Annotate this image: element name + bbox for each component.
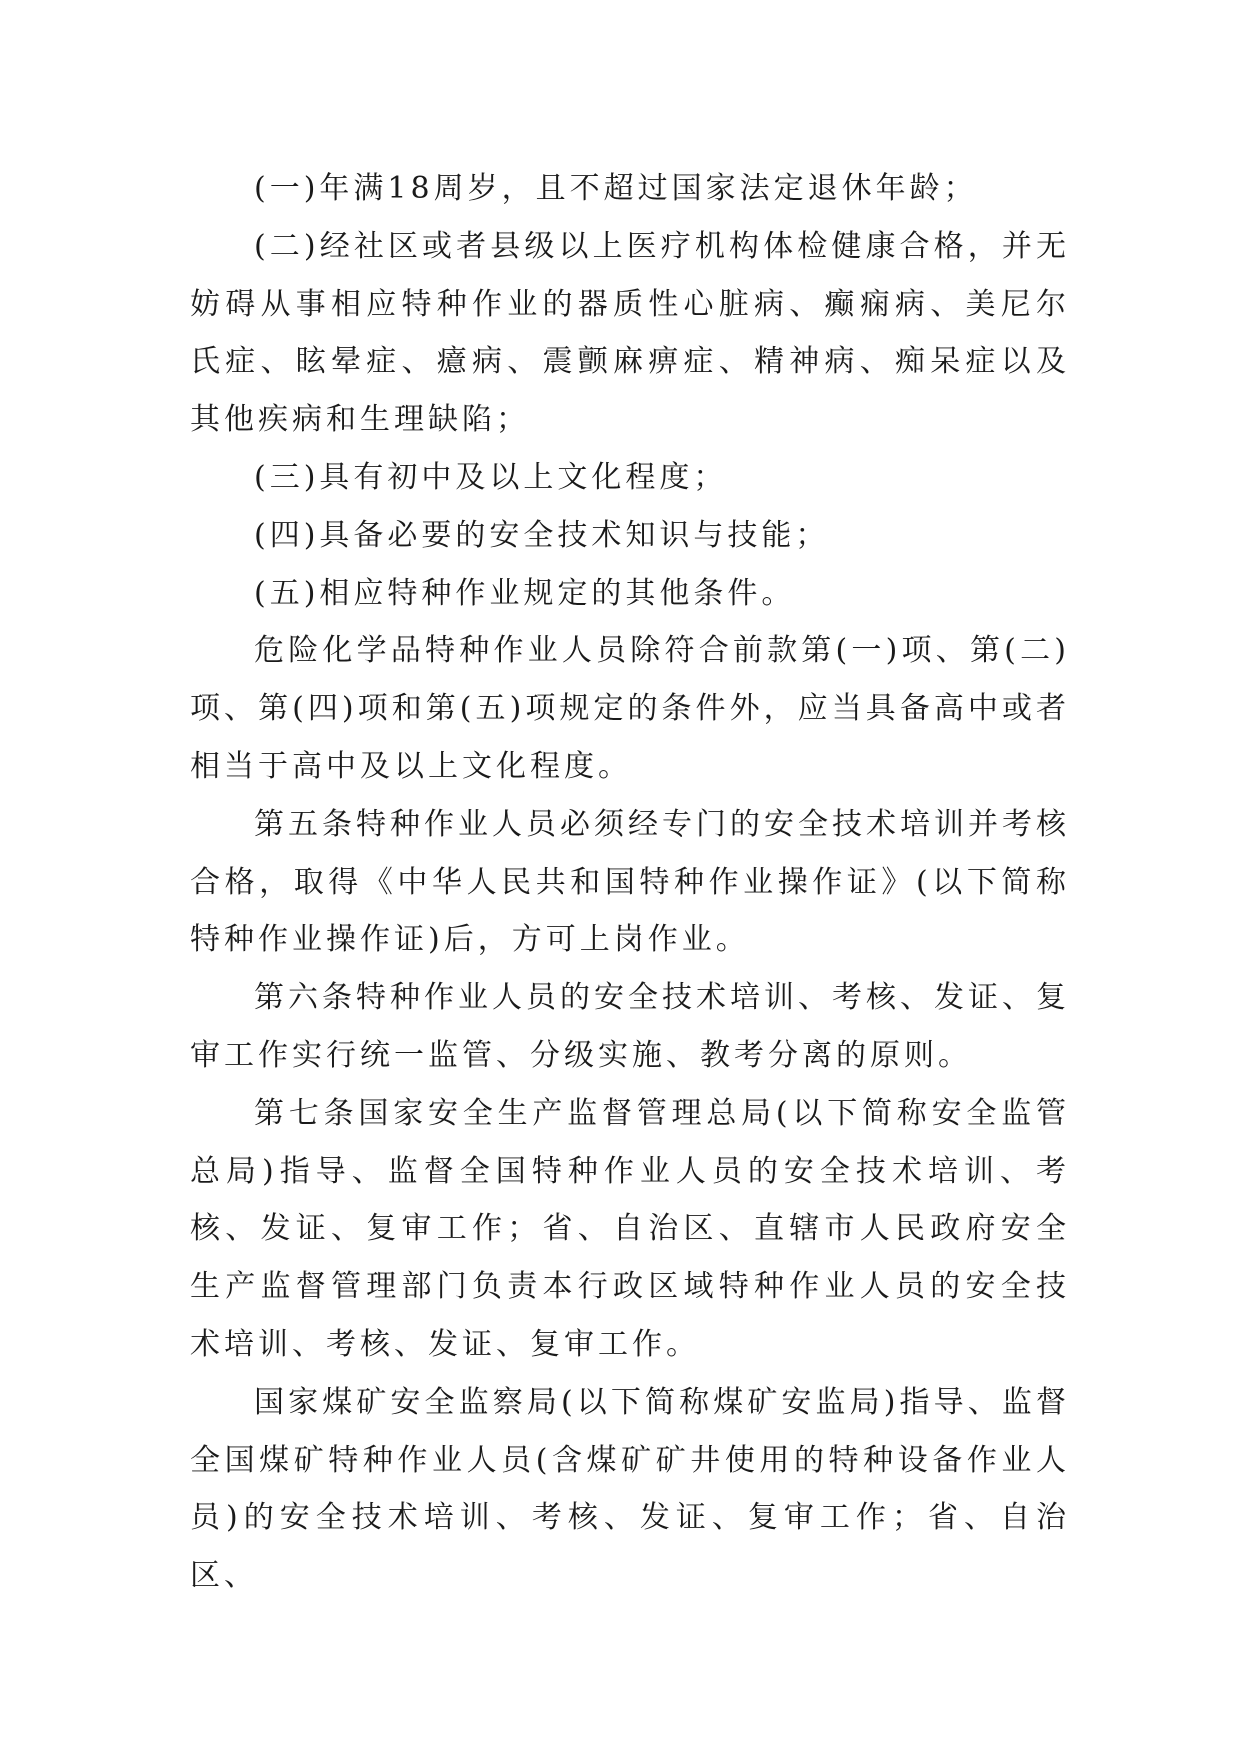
paragraph-article-6: 第六条特种作业人员的安全技术培训、考核、发证、复审工作实行统一监管、分级实施、教考分离的原则。: [190, 980, 1070, 1073]
paragraph-age-requirement: (一)年满18周岁，且不超过国家法定退休年龄；: [254, 171, 978, 206]
paragraph-health-requirement: (二)经社区或者县级以上医疗机构体检健康合格，并无妨碍从事相应特种作业的器质性心脏病、癫痫病、美尼尔氏症、眩晕症、癔病、震颤麻痹症、精神病、痴呆症以及其他疾病和生理缺陷；: [190, 228, 1070, 438]
paragraph-hazardous-chemicals: 危险化学品特种作业人员除符合前款第(一)项、第(二)项、第(四)项和第(五)项规定的条件外，应当具备高中或者相当于高中及以上文化程度。: [190, 633, 1070, 784]
paragraph-other-conditions: (五)相应特种作业规定的其他条件。: [254, 575, 796, 611]
paragraph-skill-requirement: (四)具备必要的安全技术知识与技能；: [254, 517, 830, 553]
paragraph-article-7: 第七条国家安全生产监督管理总局(以下简称安全监管总局)指导、监督全国特种作业人员的安全技术培训、考核、发证、复审工作；省、自治区、直辖市人民政府安全生产监督管理部门负责本行政区域特种作业人员的安全技术培训、考核、发证、复审工作。: [190, 1095, 1070, 1362]
paragraph-coal-mine-bureau: 国家煤矿安全监察局(以下简称煤矿安监局)指导、监督全国煤矿特种作业人员(含煤矿矿井使用的特种设备作业人员)的安全技术培训、考核、发证、复审工作；省、自治区、: [190, 1384, 1070, 1594]
document-body: [190, 160, 1070, 1605]
paragraph-education-requirement: (三)具有初中及以上文化程度；: [254, 459, 728, 495]
paragraph-article-5: 第五条特种作业人员必须经专门的安全技术培训并考核合格，取得《中华人民共和国特种作业操作证》(以下简称特种作业操作证)后，方可上岗作业。: [190, 806, 1070, 958]
